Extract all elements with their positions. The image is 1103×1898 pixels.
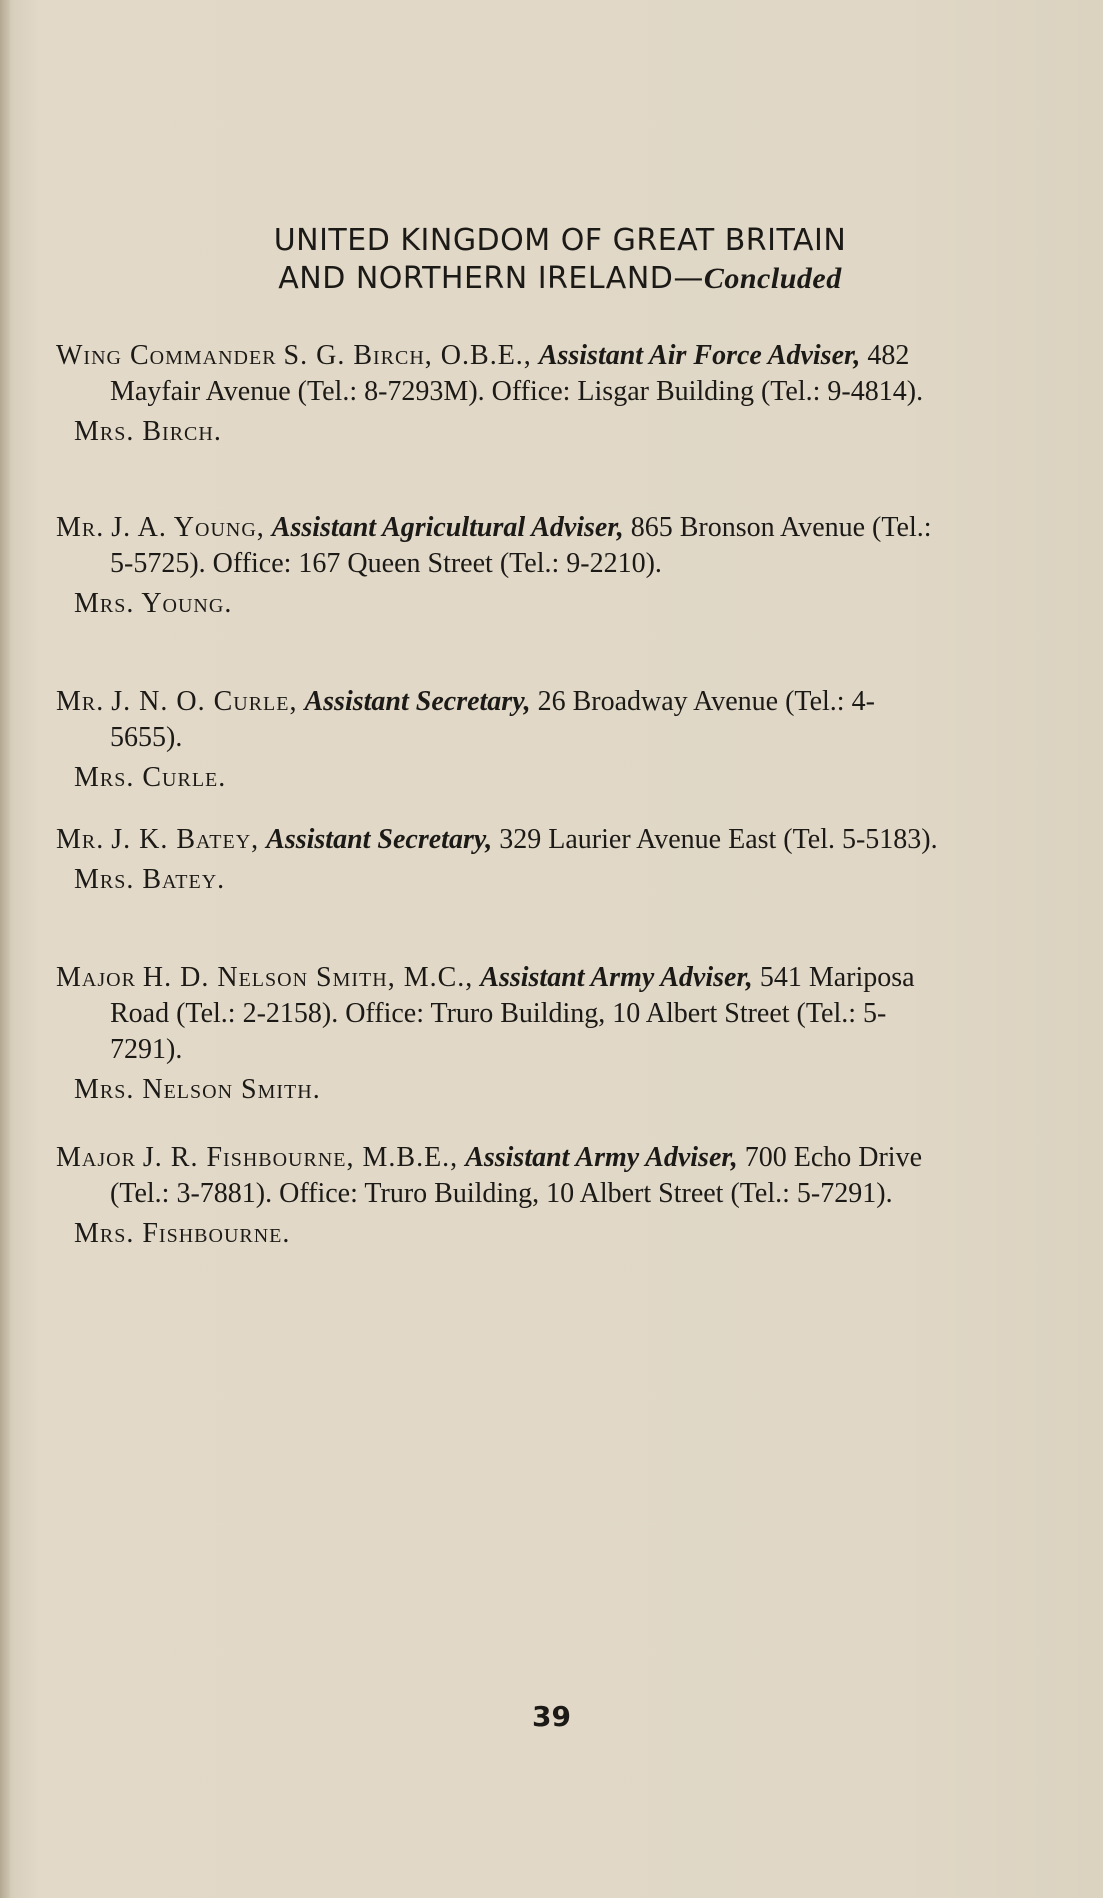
entry-text (56, 510, 946, 582)
entry-text (56, 822, 946, 858)
heading-line-1: UNITED KINGDOM OF GREAT BRITAIN (273, 223, 847, 258)
entry-text (56, 1140, 946, 1212)
entry-nelson-smith (56, 960, 946, 1108)
entry-birch (56, 338, 946, 450)
section-heading (120, 222, 1000, 298)
entry-details: 700 Echo Drive (Tel.: 3-7881). Office: Truro Building, 10 Albert Street (Tel.: 5-7291). (110, 1142, 923, 1209)
entry-name: J. K. Batey, (111, 824, 260, 855)
entry-details: 482 Mayfair Avenue (Tel.: 8-7293M). Office: Lisgar Building (Tel.: 9-4814). (110, 340, 924, 407)
entry-rank: Mr. (56, 686, 105, 717)
entry-details: 865 Bronson Avenue (Tel.: 5-5725). Office: 167 Queen Street (Tel.: 9-2210). (110, 512, 932, 579)
entry-wife: Mrs. Batey. (74, 864, 226, 895)
entry-text (56, 684, 946, 756)
entry-name: J. A. Young, (111, 512, 265, 543)
entry-rank: Mr. (56, 824, 105, 855)
entry-details: 26 Broadway Avenue (Tel.: 4-5655). (110, 686, 875, 753)
entry-fishbourne (56, 1140, 946, 1252)
entry-text (56, 338, 946, 410)
entry-wife: Mrs. Nelson Smith. (74, 1074, 321, 1105)
entry-wife: Mrs. Curle. (74, 762, 227, 793)
entry-curle (56, 684, 946, 796)
entry-title: Assistant Army Adviser, (465, 1142, 738, 1173)
entry-name: S. G. Birch, O.B.E., (283, 340, 532, 371)
entry-title: Assistant Army Adviser, (480, 962, 753, 993)
entry-title: Assistant Air Force Adviser, (538, 340, 861, 371)
page-number: 39 (532, 1700, 571, 1733)
entry-title: Assistant Agricultural Adviser, (271, 512, 624, 543)
heading-concluded: Concluded (703, 262, 842, 295)
entry-text (56, 960, 946, 1068)
entry-wife: Mrs. Fishbourne. (74, 1218, 291, 1249)
entry-wife: Mrs. Birch. (74, 416, 222, 447)
entry-name: J. R. Fishbourne, M.B.E., (142, 1142, 459, 1173)
book-spine-shadow (0, 0, 10, 1898)
entry-title: Assistant Secretary, (266, 824, 493, 855)
entry-rank: Wing Commander (56, 340, 277, 371)
entry-rank: Major (56, 962, 136, 993)
entry-details: 329 Laurier Avenue East (Tel. 5-5183). (499, 824, 938, 855)
entry-wife: Mrs. Young. (74, 588, 233, 619)
entry-name: J. N. O. Curle, (111, 686, 298, 717)
entry-name: H. D. Nelson Smith, M.C., (142, 962, 474, 993)
heading-line-2 (120, 260, 1000, 298)
entry-young (56, 510, 946, 622)
heading-line-2-text: AND NORTHERN IRELAND— (278, 261, 704, 296)
entry-title: Assistant Secretary, (304, 686, 531, 717)
entry-batey (56, 822, 946, 898)
entry-details: 541 Mariposa Road (Tel.: 2-2158). Office: Truro Building, 10 Albert Street (Tel.: 5-7291). (110, 962, 915, 1065)
entry-rank: Major (56, 1142, 136, 1173)
entry-rank: Mr. (56, 512, 105, 543)
